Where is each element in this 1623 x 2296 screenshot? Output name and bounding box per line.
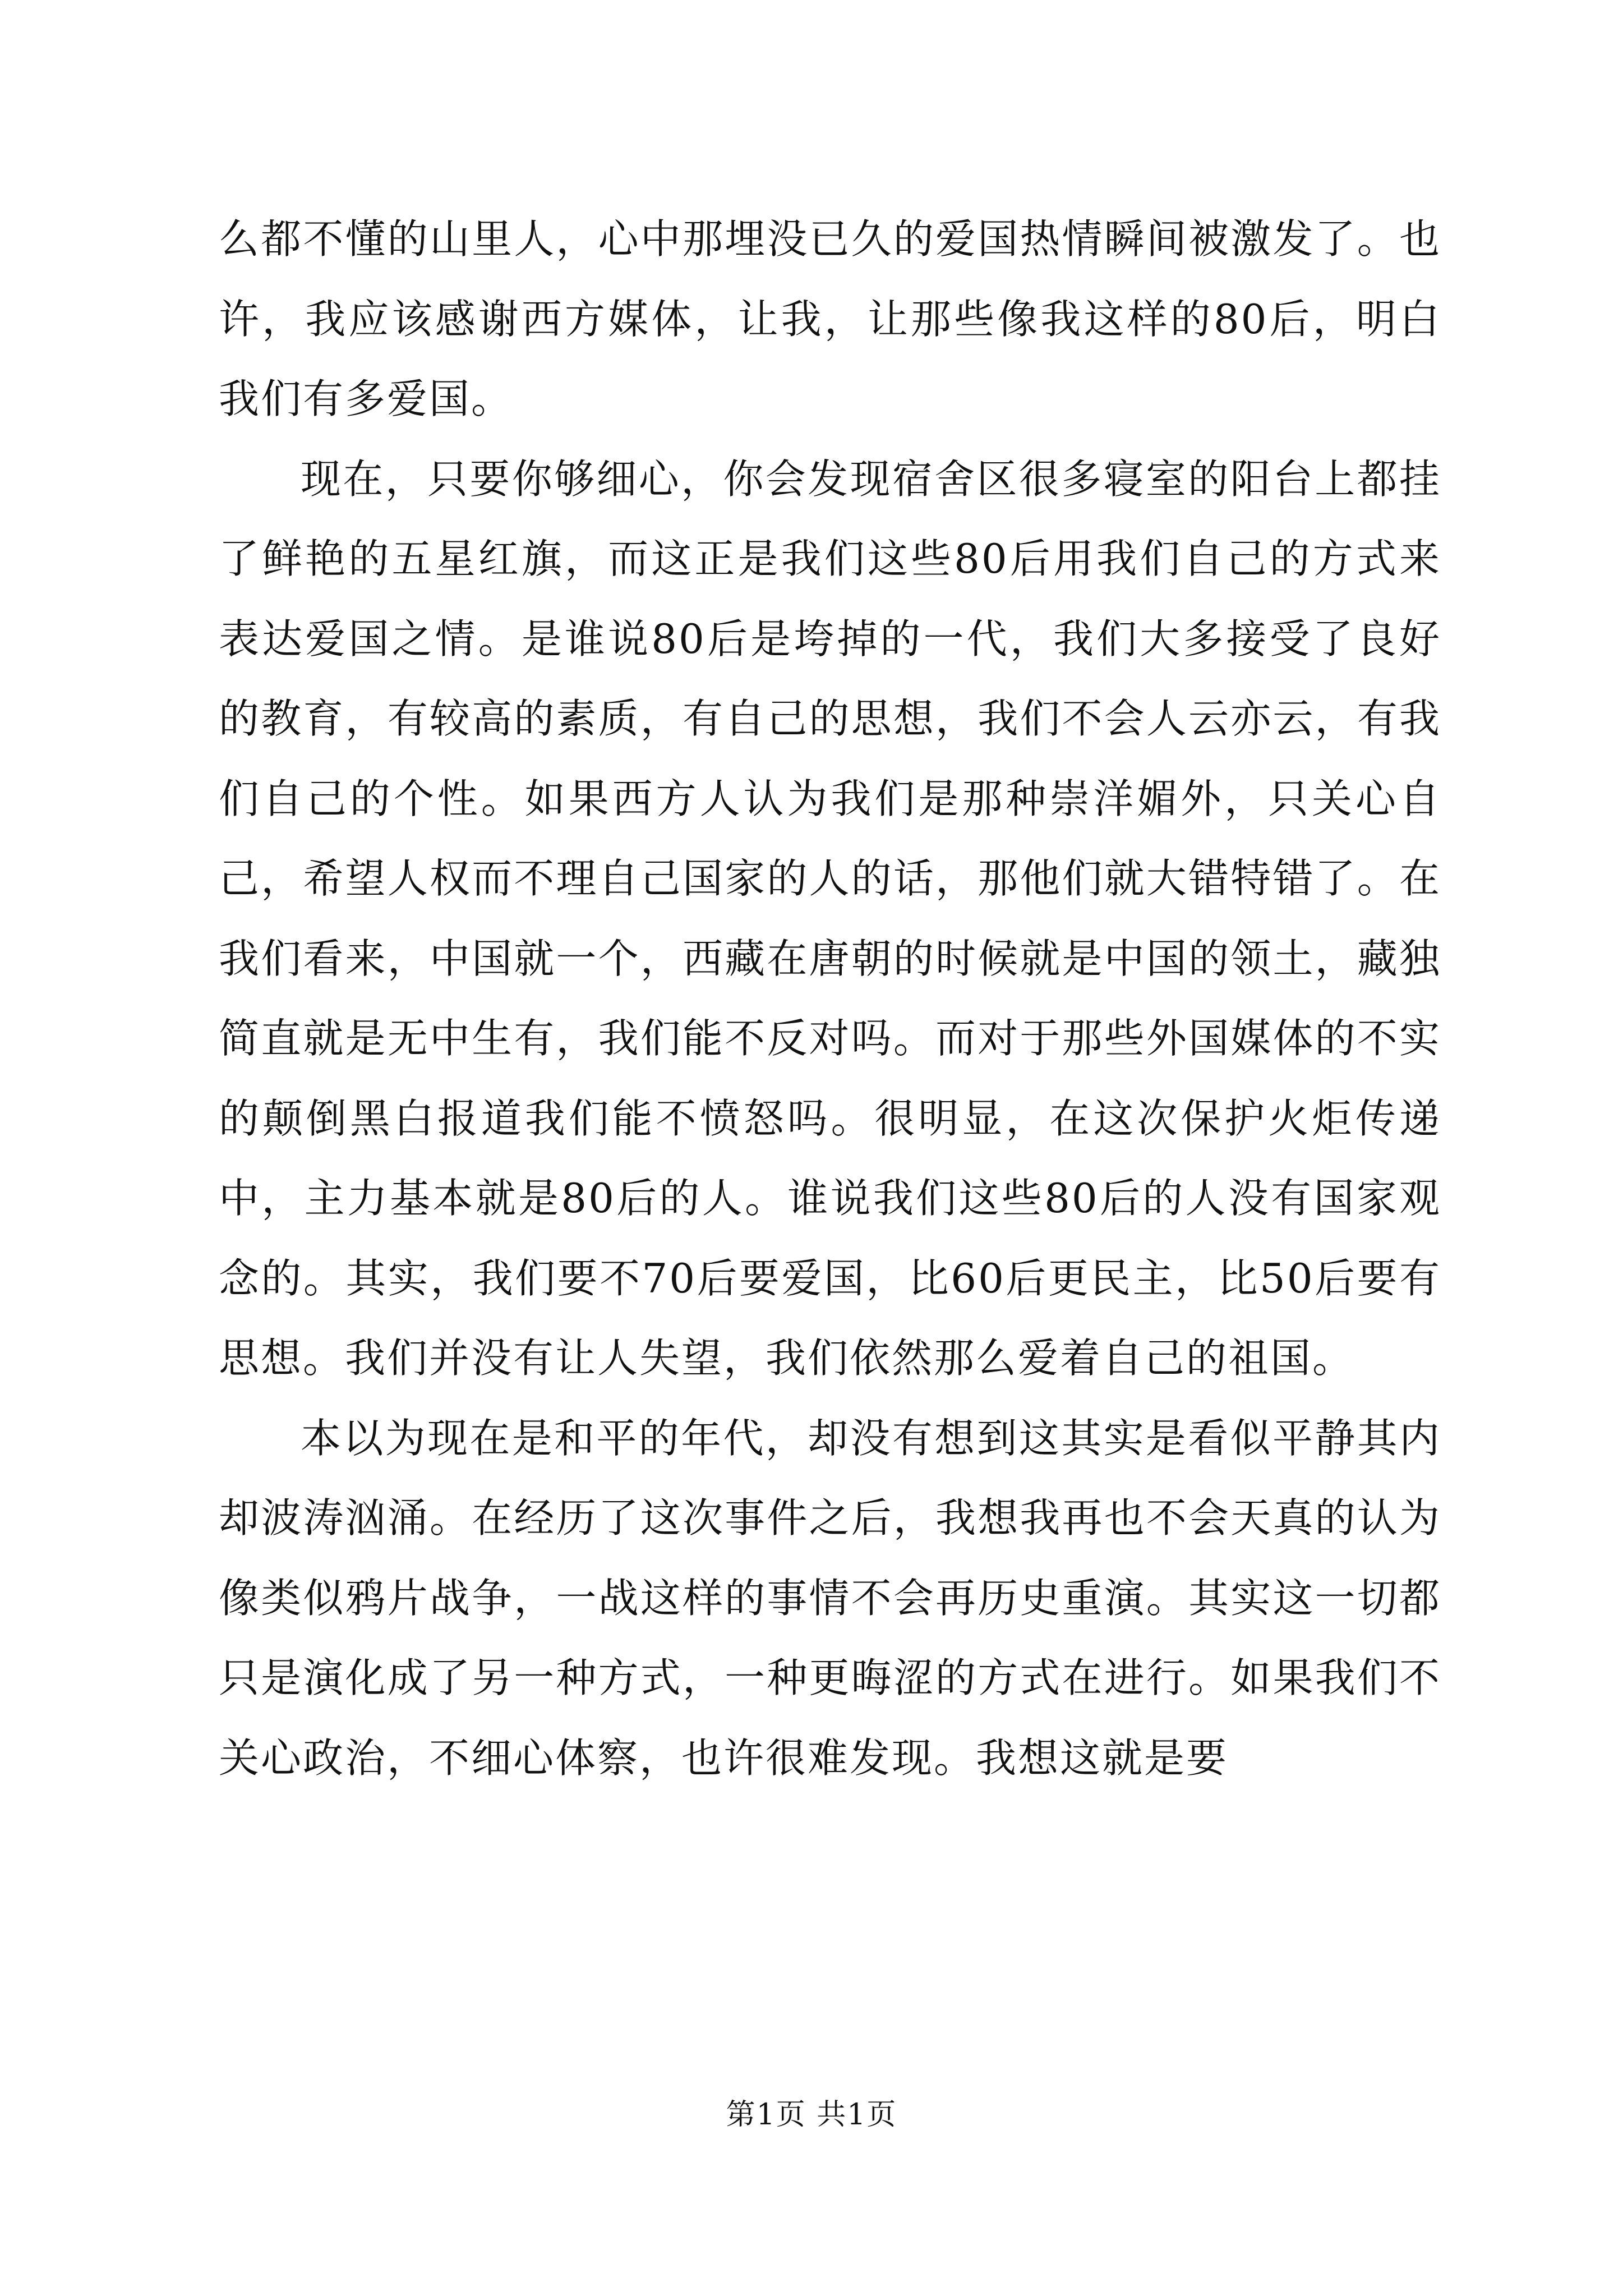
- paragraph-3: 本以为现在是和平的年代，却没有想到这其实是看似平静其内却波涛汹涌。在经历了这次事件之后，我想我再也不会天真的认为像类似鸦片战争，一战这样的事情不会再历史重演。其实这一切都只是演化成了另一种方式，一种更晦涩的方式在进行。如果我们不关心政治，不细心体察，也许很难发现。我想这就是要: [219, 1414, 1441, 1782]
- page-footer: 第1页 共1页: [726, 2098, 897, 2132]
- paragraph-1: 么都不懂的山里人，心中那埋没已久的爱国热情瞬间被激发了。也许，我应该感谢西方媒体，让我，让那些像我这样的80后，明白我们有多爱国。: [219, 215, 1441, 422]
- paragraph-2: 现在，只要你够细心，你会发现宿舍区很多寝室的阳台上都挂了鲜艳的五星红旗，而这正是我们这些80后用我们自己的方式来表达爱国之情。是谁说80后是垮掉的一代，我们大多接受了良好的教育，有较高的素质，有自己的思想，我们不会人云亦云，有我们自己的个性。如果西方人认为我们是那种崇洋媚外，只关心自己，希望人权而不理自己国家的人的话，那他们就大错特错了。在我们看来，中国就一个，西藏在唐朝的时候就是中国的领土，藏独简直就是无中生有，我们能不反对吗。而对于那些外国媒体的不实的颠倒黑白报道我们能不愤怒吗。很明显，在这次保护火炬传递中，主力基本就是80后的人。谁说我们这些80后的人没有国家观念的。其实，我们要不70后要爱国，比60后更民主，比50后要有思想。我们并没有让人失望，我们依然那么爱着自己的祖国。: [219, 455, 1441, 1382]
- document-body: [219, 199, 1441, 1798]
